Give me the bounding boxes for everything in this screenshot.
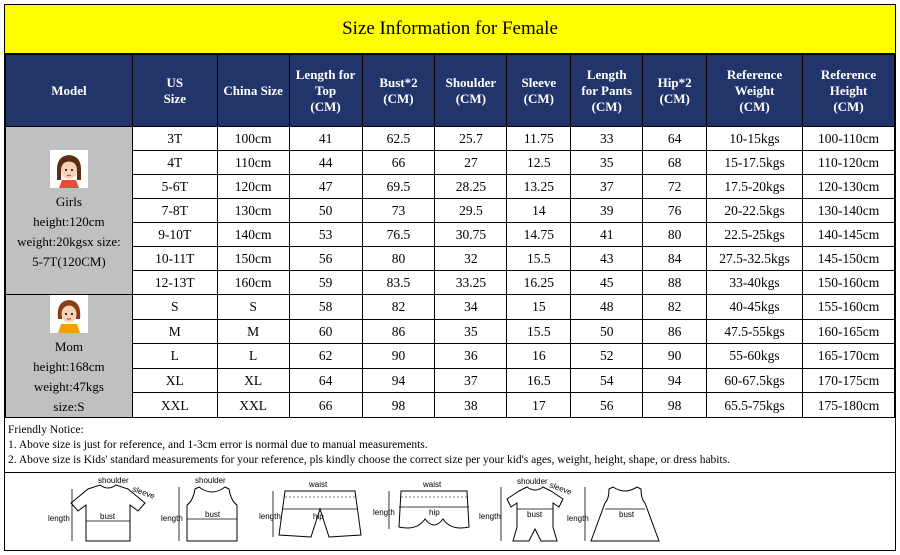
table-cell: 54 bbox=[571, 368, 643, 393]
table-cell: 33 bbox=[571, 127, 643, 151]
table-cell: 15 bbox=[507, 295, 571, 320]
table-cell: 33-40kgs bbox=[707, 271, 803, 295]
label-length: length bbox=[479, 512, 501, 521]
label-shoulder: shoulder bbox=[195, 476, 226, 485]
table-cell: 64 bbox=[643, 127, 707, 151]
label-length: length bbox=[373, 508, 395, 517]
model-line: Mom bbox=[54, 339, 84, 354]
label-sleeve: sleeve bbox=[131, 484, 157, 501]
notice-heading: Friendly Notice: bbox=[8, 424, 84, 436]
table-cell: 47.5-55kgs bbox=[707, 319, 803, 344]
label-bust: bust bbox=[100, 512, 116, 521]
shorts-diagram-icon bbox=[259, 479, 373, 547]
table-cell: 27 bbox=[435, 151, 507, 175]
label-waist: waist bbox=[309, 480, 328, 489]
table-cell: 160-165cm bbox=[803, 319, 895, 344]
table-cell: 84 bbox=[643, 247, 707, 271]
table-cell: 66 bbox=[362, 151, 435, 175]
table-cell: L bbox=[217, 344, 289, 369]
table-cell: 130-140cm bbox=[803, 199, 895, 223]
mom-avatar-icon bbox=[50, 295, 88, 333]
table-cell: 110cm bbox=[217, 151, 289, 175]
table-cell: 35 bbox=[571, 151, 643, 175]
table-cell: 34 bbox=[435, 295, 507, 320]
table-cell: 37 bbox=[571, 175, 643, 199]
table-cell: 17.5-20kgs bbox=[707, 175, 803, 199]
girl-avatar-icon bbox=[50, 150, 88, 188]
model-mom bbox=[6, 295, 133, 418]
table-cell: 39 bbox=[571, 199, 643, 223]
header-length-top: Length for Top (CM) bbox=[289, 55, 362, 127]
measurement-diagrams bbox=[5, 473, 895, 550]
table-cell: 65.5-75kgs bbox=[707, 393, 803, 418]
table-cell: 35 bbox=[435, 319, 507, 344]
table-cell: 60-67.5kgs bbox=[707, 368, 803, 393]
table-cell: 100-110cm bbox=[803, 127, 895, 151]
table-cell: 13.25 bbox=[507, 175, 571, 199]
table-cell: 43 bbox=[571, 247, 643, 271]
table-cell: 15-17.5kgs bbox=[707, 151, 803, 175]
model-line: Girls bbox=[55, 193, 82, 209]
header-ref-weight: Reference Weight (CM) bbox=[707, 55, 803, 127]
table-row bbox=[6, 223, 895, 247]
table-cell: 50 bbox=[289, 199, 362, 223]
label-hip: hip bbox=[429, 508, 440, 517]
table-cell: 69.5 bbox=[362, 175, 435, 199]
table-cell: 56 bbox=[289, 247, 362, 271]
table-cell: 86 bbox=[643, 319, 707, 344]
table-cell: 22.5-25kgs bbox=[707, 223, 803, 247]
table-cell: S bbox=[132, 295, 217, 320]
table-cell: L bbox=[132, 344, 217, 369]
table-cell: 120cm bbox=[217, 175, 289, 199]
label-length: length bbox=[161, 514, 183, 523]
table-cell: 12.5 bbox=[507, 151, 571, 175]
table-row bbox=[6, 295, 895, 320]
table-cell: M bbox=[217, 319, 289, 344]
notice-line-1: 1. Above size is just for reference, and 1-3cm error is normal due to manual measurements. bbox=[8, 439, 428, 451]
table-cell: 72 bbox=[643, 175, 707, 199]
table-cell: 110-120cm bbox=[803, 151, 895, 175]
table-cell: 80 bbox=[643, 223, 707, 247]
size-chart bbox=[4, 4, 896, 551]
table-cell: 90 bbox=[362, 344, 435, 369]
table-cell: 29.5 bbox=[435, 199, 507, 223]
header-hip: Hip*2 (CM) bbox=[643, 55, 707, 127]
model-line: 5-7T(120CM) bbox=[32, 253, 106, 269]
table-cell: 170-175cm bbox=[803, 368, 895, 393]
table-cell: 130cm bbox=[217, 199, 289, 223]
table-cell: 52 bbox=[571, 344, 643, 369]
table-cell: 41 bbox=[571, 223, 643, 247]
table-cell: 145-150cm bbox=[803, 247, 895, 271]
table-cell: 62.5 bbox=[362, 127, 435, 151]
table-cell: 76 bbox=[643, 199, 707, 223]
table-cell: 82 bbox=[643, 295, 707, 320]
table-cell: 17 bbox=[507, 393, 571, 418]
model-line: height:120cm bbox=[33, 213, 105, 229]
table-cell: 66 bbox=[289, 393, 362, 418]
briefs-diagram-icon bbox=[373, 479, 487, 547]
table-cell: 82 bbox=[362, 295, 435, 320]
table-cell: 160cm bbox=[217, 271, 289, 295]
table-cell: XL bbox=[132, 368, 217, 393]
label-bust: bust bbox=[619, 510, 635, 519]
table-cell: 140-145cm bbox=[803, 223, 895, 247]
tank-diagram-icon bbox=[161, 476, 257, 547]
table-cell: 68 bbox=[643, 151, 707, 175]
friendly-notice bbox=[5, 417, 895, 473]
table-cell: 98 bbox=[362, 393, 435, 418]
table-cell: 53 bbox=[289, 223, 362, 247]
model-line: size:S bbox=[53, 399, 85, 414]
table-header-row bbox=[6, 55, 895, 127]
table-cell: 83.5 bbox=[362, 271, 435, 295]
header-model: Model bbox=[6, 55, 133, 127]
table-cell: 12-13T bbox=[132, 271, 217, 295]
table-cell: 44 bbox=[289, 151, 362, 175]
table-cell: 86 bbox=[362, 319, 435, 344]
header-us-size: US Size bbox=[132, 55, 217, 127]
table-cell: 28.25 bbox=[435, 175, 507, 199]
table-cell: 33.25 bbox=[435, 271, 507, 295]
table-cell: 16 bbox=[507, 344, 571, 369]
dress-diagram-icon bbox=[567, 479, 675, 547]
table-cell: 50 bbox=[571, 319, 643, 344]
table-cell: 14 bbox=[507, 199, 571, 223]
table-cell: 60 bbox=[289, 319, 362, 344]
table-cell: 14.75 bbox=[507, 223, 571, 247]
table-cell: 80 bbox=[362, 247, 435, 271]
table-cell: 3T bbox=[132, 127, 217, 151]
table-cell: 58 bbox=[289, 295, 362, 320]
label-length: length bbox=[48, 514, 70, 523]
table-cell: 7-8T bbox=[132, 199, 217, 223]
table-row bbox=[6, 368, 895, 393]
label-sleeve: sleeve bbox=[548, 480, 574, 497]
table-row bbox=[6, 271, 895, 295]
table-cell: 76.5 bbox=[362, 223, 435, 247]
table-cell: XXL bbox=[132, 393, 217, 418]
table-row bbox=[6, 127, 895, 151]
table-cell: 37 bbox=[435, 368, 507, 393]
header-length-pants: Length for Pants (CM) bbox=[571, 55, 643, 127]
label-shoulder: shoulder bbox=[517, 477, 548, 486]
table-row bbox=[6, 151, 895, 175]
table-cell: 94 bbox=[362, 368, 435, 393]
table-cell: 100cm bbox=[217, 127, 289, 151]
table-row bbox=[6, 344, 895, 369]
table-cell: 20-22.5kgs bbox=[707, 199, 803, 223]
header-ref-height: Reference Height (CM) bbox=[803, 55, 895, 127]
table-cell: 90 bbox=[643, 344, 707, 369]
table-cell: 16.5 bbox=[507, 368, 571, 393]
notice-line-2: 2. Above size is Kids' standard measurements for your reference, pls kindly choose the correct size per your kid's ages, weight, height, shape, or dress habits. bbox=[8, 454, 731, 466]
table-row bbox=[6, 175, 895, 199]
table-cell: 175-180cm bbox=[803, 393, 895, 418]
label-length: length bbox=[259, 512, 281, 521]
table-cell: 94 bbox=[643, 368, 707, 393]
table-cell: 88 bbox=[643, 271, 707, 295]
table-cell: XXL bbox=[217, 393, 289, 418]
table-cell: 27.5-32.5kgs bbox=[707, 247, 803, 271]
model-line: height:168cm bbox=[33, 359, 105, 374]
table-cell: 11.75 bbox=[507, 127, 571, 151]
label-bust: bust bbox=[527, 510, 543, 519]
header-sleeve: Sleeve (CM) bbox=[507, 55, 571, 127]
table-cell: 15.5 bbox=[507, 319, 571, 344]
table-cell: 150-160cm bbox=[803, 271, 895, 295]
table-cell: 9-10T bbox=[132, 223, 217, 247]
table-cell: 32 bbox=[435, 247, 507, 271]
table-cell: 41 bbox=[289, 127, 362, 151]
table-row bbox=[6, 319, 895, 344]
table-cell: 45 bbox=[571, 271, 643, 295]
table-cell: 47 bbox=[289, 175, 362, 199]
table-cell: XL bbox=[217, 368, 289, 393]
table-cell: 62 bbox=[289, 344, 362, 369]
label-hip: hip bbox=[313, 512, 324, 521]
table-cell: 59 bbox=[289, 271, 362, 295]
table-cell: 25.7 bbox=[435, 127, 507, 151]
table-cell: 5-6T bbox=[132, 175, 217, 199]
label-shoulder: shoulder bbox=[98, 476, 129, 485]
table-cell: 36 bbox=[435, 344, 507, 369]
label-length: length bbox=[567, 514, 589, 523]
table-cell: M bbox=[132, 319, 217, 344]
romper-diagram-icon bbox=[479, 477, 583, 547]
header-shoulder: Shoulder (CM) bbox=[435, 55, 507, 127]
table-cell: 10-15kgs bbox=[707, 127, 803, 151]
table-cell: 38 bbox=[435, 393, 507, 418]
table-row bbox=[6, 247, 895, 271]
table-cell: 73 bbox=[362, 199, 435, 223]
table-cell: 120-130cm bbox=[803, 175, 895, 199]
size-table bbox=[5, 54, 895, 418]
table-cell: 30.75 bbox=[435, 223, 507, 247]
table-cell: 56 bbox=[571, 393, 643, 418]
table-cell: 4T bbox=[132, 151, 217, 175]
model-line: weight:20kgsx size: bbox=[17, 233, 121, 249]
table-cell: 98 bbox=[643, 393, 707, 418]
table-cell: 40-45kgs bbox=[707, 295, 803, 320]
page-title: Size Information for Female bbox=[5, 5, 895, 54]
header-bust: Bust*2 (CM) bbox=[362, 55, 435, 127]
label-bust: bust bbox=[205, 510, 221, 519]
model-line: weight:47kgs bbox=[33, 379, 104, 394]
model-girls bbox=[6, 127, 133, 295]
tshirt-diagram-icon bbox=[48, 476, 160, 547]
table-row bbox=[6, 393, 895, 418]
table-cell: 15.5 bbox=[507, 247, 571, 271]
table-cell: 10-11T bbox=[132, 247, 217, 271]
table-cell: 48 bbox=[571, 295, 643, 320]
table-cell: 155-160cm bbox=[803, 295, 895, 320]
header-china-size: China Size bbox=[217, 55, 289, 127]
table-cell: 55-60kgs bbox=[707, 344, 803, 369]
table-cell: 140cm bbox=[217, 223, 289, 247]
table-cell: 165-170cm bbox=[803, 344, 895, 369]
label-waist: waist bbox=[423, 480, 442, 489]
table-cell: 16.25 bbox=[507, 271, 571, 295]
table-cell: 150cm bbox=[217, 247, 289, 271]
table-cell: S bbox=[217, 295, 289, 320]
table-row bbox=[6, 199, 895, 223]
table-cell: 64 bbox=[289, 368, 362, 393]
